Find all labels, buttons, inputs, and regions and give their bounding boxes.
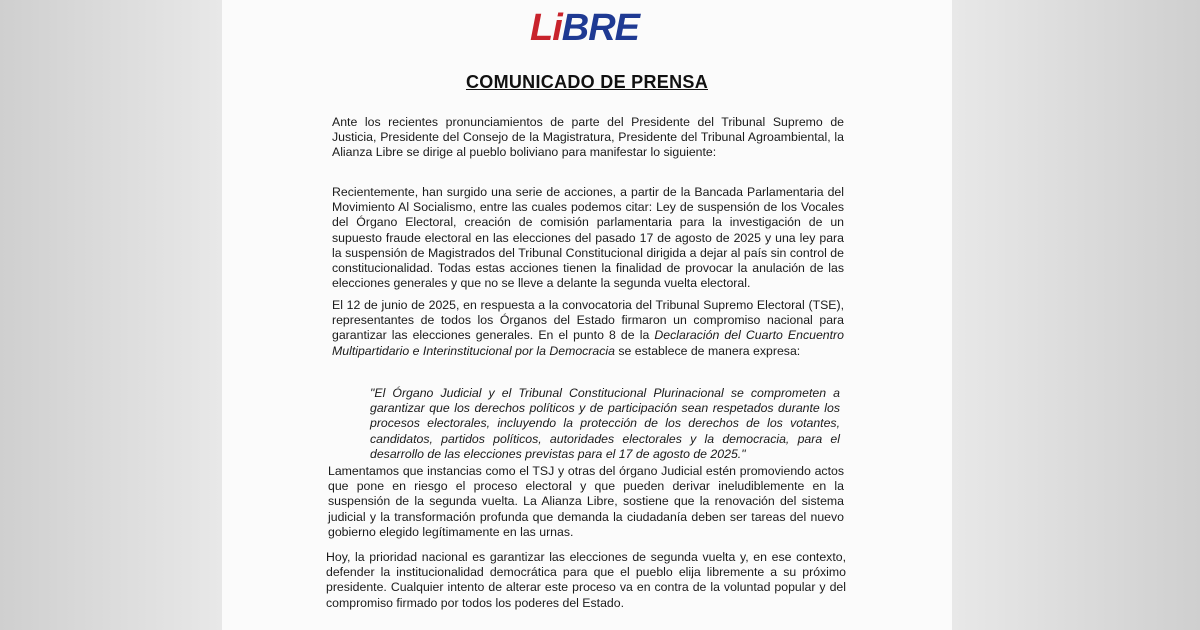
paragraph-concern: Lamentamos que instancias como el TSJ y otras del órgano Judicial estén promoviendo actos que pone en riesgo el proceso electoral y que pueden derivar ineludiblemente en la suspensión de la segunda vuelta. La Alianza Libre, sostiene que la renovación del sistema judicial y la transformación profunda que demanda la ciudadanía deben ser tareas del nuevo gobierno elegido legítimamente en las urnas. xyxy=(328,464,844,539)
paragraph-intro: Ante los recientes pronunciamientos de parte del Presidente del Tribunal Supremo de Justicia, Presidente del Consejo de la Magistratura, Presidente del Tribunal Agroambiental, la Alianza Libre se dirige al pueblo boliviano para manifestar lo siguiente: xyxy=(332,115,844,160)
libre-logo xyxy=(530,6,642,50)
paragraph-commitment xyxy=(332,298,844,359)
quoted-declaration: "El Órgano Judicial y el Tribunal Constitucional Plurinacional se comprometen a garantizar que los derechos políticos y de participación sean respetados durante los procesos electorales, incluyendo la protección de los derechos de los votantes, candidatos, partidos políticos, autoridades electorales y la democracia, para el desarrollo de las elecciones previstas para el 17 de agosto de 2025." xyxy=(370,386,840,461)
logo-part-li: Li xyxy=(530,7,562,49)
paragraph-commitment-start: El 12 de junio de 2025, en respuesta a la convocatoria del Tribunal Supremo Electoral (TSE), representantes de todos los Órganos del Estado firmaron un compromiso nacional para garantizar las elecciones generales. En el punto 8 de la xyxy=(332,298,844,343)
document-title: COMUNICADO DE PRENSA xyxy=(465,72,708,92)
press-release-document xyxy=(222,0,952,630)
blurred-background-left xyxy=(0,0,222,630)
paragraph-actions: Recientemente, han surgido una serie de acciones, a partir de la Bancada Parlamentaria del Movimiento Al Socialismo, entre las cuales podemos citar: Ley de suspensión de los Vocales del Órgano Electoral, creación de comisión parlamentaria para la investigación de un supuesto fraude electoral en las elecciones del pasado 17 de agosto de 2025 y una ley para la suspensión de Magistrados del Tribunal Constitucional dirigida a dejar al país sin control de constitucionalidad. Todas estas acciones tienen la finalidad de provocar la anulación de las elecciones generales y que no se lleve a delante la segunda vuelta electoral. xyxy=(332,185,844,291)
declaration-title: Declaración del Cuarto Encuentro Multipartidario e Interinstitucional por la Democracia xyxy=(332,328,844,358)
paragraph-commitment-end: se establece de manera expresa: xyxy=(614,343,801,358)
logo-part-bre: BRE xyxy=(561,7,640,49)
paragraph-priority: Hoy, la prioridad nacional es garantizar las elecciones de segunda vuelta y, en ese contexto, defender la institucionalidad democrática para que el pueblo elija libremente a su próximo presidente. Cualquier intento de alterar este proceso va en contra de la voluntad popular y del compromiso firmado por todos los poderes del Estado. xyxy=(326,550,846,610)
blurred-background-right xyxy=(952,0,1200,630)
